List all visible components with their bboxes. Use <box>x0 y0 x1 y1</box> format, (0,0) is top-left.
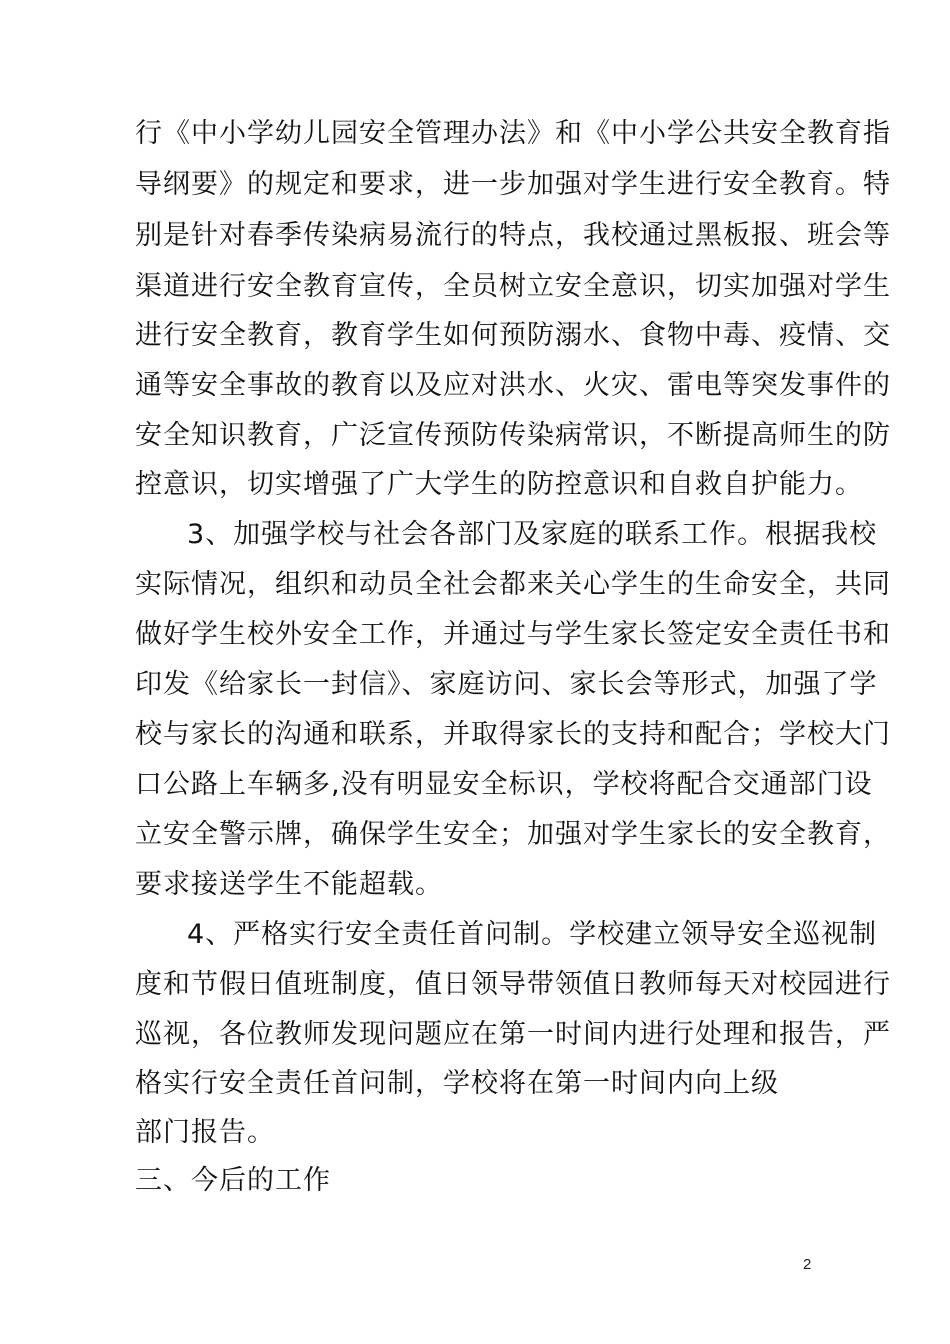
text-line: 巡视，各位教师发现问题应在第一时间内进行处理和报告，严 <box>135 1019 891 1050</box>
text-line: 行《中小学幼儿园安全管理办法》和《中小学公共安全教育指 <box>135 118 891 149</box>
text-line: 口公路上车辆多,没有明显安全标识，学校将配合交通部门设 <box>135 769 873 800</box>
section-heading: 三、今后的工作 <box>135 1165 331 1196</box>
text-line: 进行安全教育，教育学生如何预防溺水、食物中毒、疫情、交 <box>135 320 891 351</box>
text-line: 部门报告。 <box>135 1117 275 1148</box>
text-line: 导纲要》的规定和要求，进一步加强对学生进行安全教育。特 <box>135 169 891 200</box>
text-line: 控意识，切实增强了广大学生的防控意识和自救自护能力。 <box>135 469 863 500</box>
text-line: 安全知识教育，广泛宣传预防传染病常识，不断提高师生的防 <box>135 420 891 451</box>
text-line: 立安全警示牌，确保学生安全；加强对学生家长的安全教育， <box>135 819 891 850</box>
text-line: 别是针对春季传染病易流行的特点，我校通过黑板报、班会等 <box>135 220 891 251</box>
text-line: 渠道进行安全教育宣传，全员树立安全意识，切实加强对学生 <box>135 271 891 302</box>
text-line: 校与家长的沟通和联系，并取得家长的支持和配合；学校大门 <box>135 719 891 750</box>
text-line: 印发《给家长一封信》、家庭访问、家长会等形式，加强了学 <box>135 669 878 700</box>
page-number: 2 <box>803 1256 812 1273</box>
paragraph-start-line: 3、加强学校与社会各部门及家庭的联系工作。根据我校 <box>187 519 878 550</box>
text-line: 通等安全事故的教育以及应对洪水、火灾、雷电等突发事件的 <box>135 370 891 401</box>
text-line: 要求接送学生不能超载。 <box>135 869 443 900</box>
paragraph-start-line: 4、严格实行安全责任首问制。学校建立领导安全巡视制 <box>187 919 878 950</box>
text-line: 做好学生校外安全工作，并通过与学生家长签定安全责任书和 <box>135 619 891 650</box>
text-line: 实际情况，组织和动员全社会都来关心学生的生命安全，共同 <box>135 569 891 600</box>
text-line: 度和节假日值班制度，值日领导带领值日教师每天对校园进行 <box>135 969 891 1000</box>
text-line: 格实行安全责任首问制，学校将在第一时间内向上级 <box>135 1068 779 1099</box>
